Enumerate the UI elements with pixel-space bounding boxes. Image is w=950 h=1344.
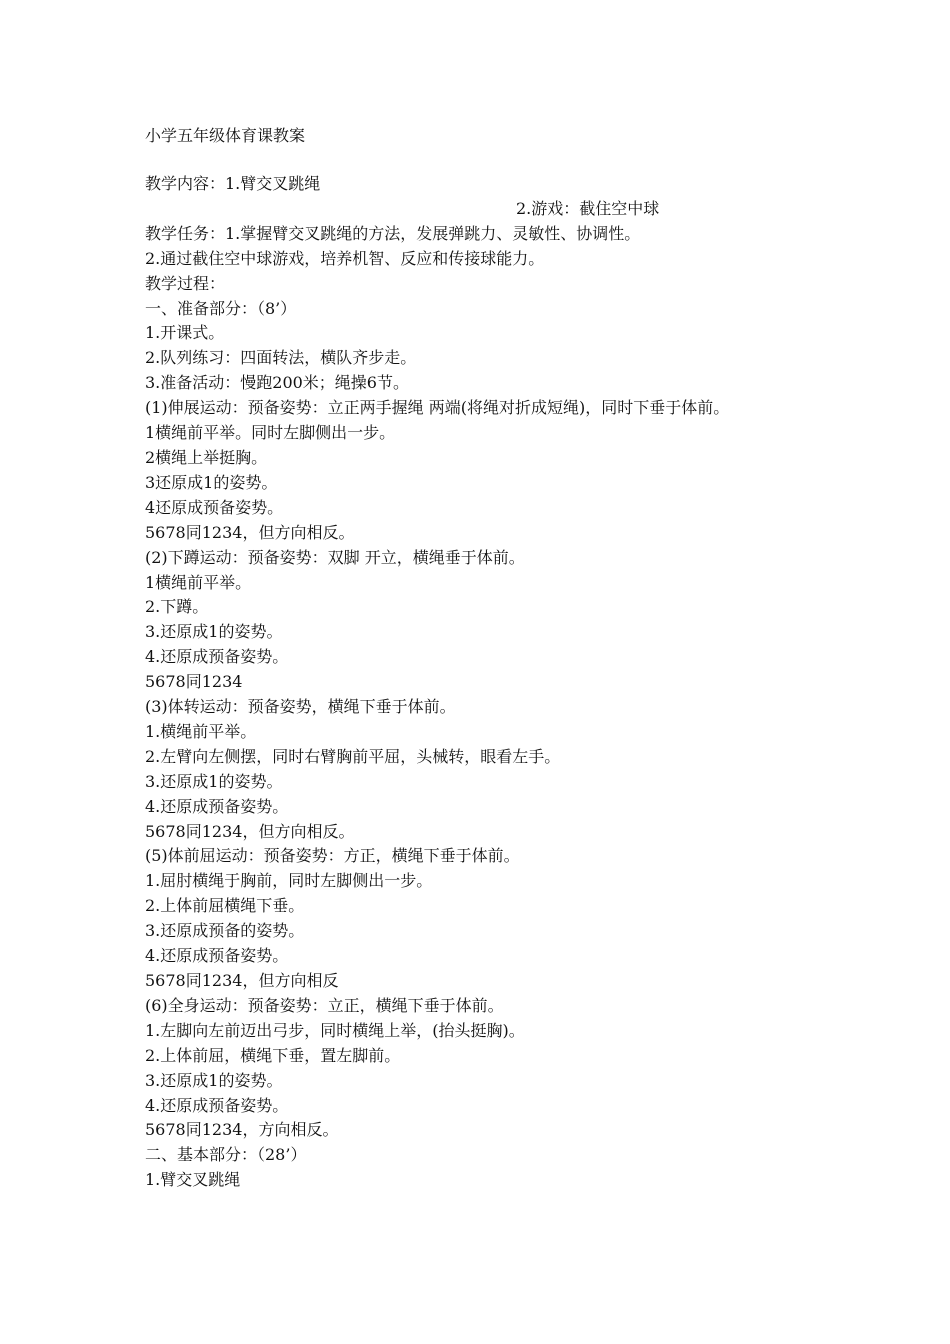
line-teaching-task-1: 教学任务：1.掌握臂交叉跳绳的方法，发展弹跳力、灵敏性、协调性。 (145, 223, 641, 243)
list-item: 1横绳前平举。同时左脚侧出一步。 (145, 423, 396, 443)
list-item: 3还原成1的姿势。 (145, 472, 278, 492)
list-item: 1.屈肘横绳于胸前，同时左脚侧出一步。 (145, 871, 433, 891)
list-item: 3.还原成1的姿势。 (145, 771, 283, 791)
list-item: 1.开课式。 (145, 323, 225, 343)
list-item: 5678同1234，但方向相反 (145, 971, 339, 990)
list-item: 4.还原成预备姿势。 (145, 946, 289, 966)
list-item: 2.队列练习：四面转法，横队齐步走。 (145, 348, 417, 368)
list-item: 5678同1234，但方向相反。 (145, 821, 355, 841)
list-item: 2.上体前屈，横绳下垂，置左脚前。 (145, 1045, 401, 1065)
list-item: 2.上体前屈横绳下垂。 (145, 896, 305, 916)
list-item: 4.还原成预备姿势。 (145, 1095, 289, 1115)
exercise-heading-twist: (3)体转运动：预备姿势，横绳下垂于体前。 (145, 697, 456, 717)
list-item: 1.左脚向左前迈出弓步，同时横绳上举，(抬头挺胸)。 (145, 1020, 525, 1040)
list-item: 3.还原成1的姿势。 (145, 1070, 283, 1090)
list-item: 1.横绳前平举。 (145, 721, 257, 741)
list-item: 1.臂交叉跳绳 (145, 1170, 241, 1190)
document-body (145, 172, 825, 1193)
section-heading-basic: 二、基本部分：（28’） (145, 1145, 307, 1165)
list-item: 4还原成预备姿势。 (145, 497, 284, 517)
list-item: 5678同1234，但方向相反。 (145, 522, 355, 542)
list-item: 1横绳前平举。 (145, 572, 252, 592)
list-item: 5678同1234 (145, 672, 243, 692)
exercise-heading-squat: (2)下蹲运动：预备姿势：双脚 开立，横绳垂于体前。 (145, 547, 525, 567)
exercise-heading-stretch: (1)伸展运动：预备姿势：立正两手握绳 两端(将绳对折成短绳)，同时下垂于体前。 (145, 398, 730, 418)
list-item: 4.还原成预备姿势。 (145, 647, 289, 667)
list-item: 5678同1234，方向相反。 (145, 1120, 339, 1140)
list-item: 3.准备活动：慢跑200米；绳操6节。 (145, 373, 409, 393)
list-item: 3.还原成预备的姿势。 (145, 921, 305, 941)
line-teaching-process: 教学过程： (145, 273, 226, 293)
list-item: 2.下蹲。 (145, 597, 209, 617)
section-heading-preparation: 一、准备部分：（8’） (145, 298, 297, 318)
exercise-heading-full-body: (6)全身运动：预备姿势：立正，横绳下垂于体前。 (145, 995, 504, 1015)
exercise-heading-forward-bend: (5)体前屈运动：预备姿势：方正，横绳下垂于体前。 (145, 846, 520, 866)
list-item: 4.还原成预备姿势。 (145, 796, 289, 816)
line-teaching-content: 教学内容：1.臂交叉跳绳 (145, 174, 321, 193)
list-item: 2横绳上举挺胸。 (145, 447, 268, 467)
line-teaching-task-2: 2.通过截住空中球游戏，培养机智、反应和传接球能力。 (145, 248, 545, 268)
list-item: 2.左臂向左侧摆，同时右臂胸前平屈，头械转，眼看左手。 (145, 746, 561, 766)
list-item: 3.还原成1的姿势。 (145, 622, 283, 642)
line-teaching-content-game: 2.游戏：截住空中球 (516, 198, 660, 218)
document-title: 小学五年级体育课教案 (145, 126, 306, 145)
